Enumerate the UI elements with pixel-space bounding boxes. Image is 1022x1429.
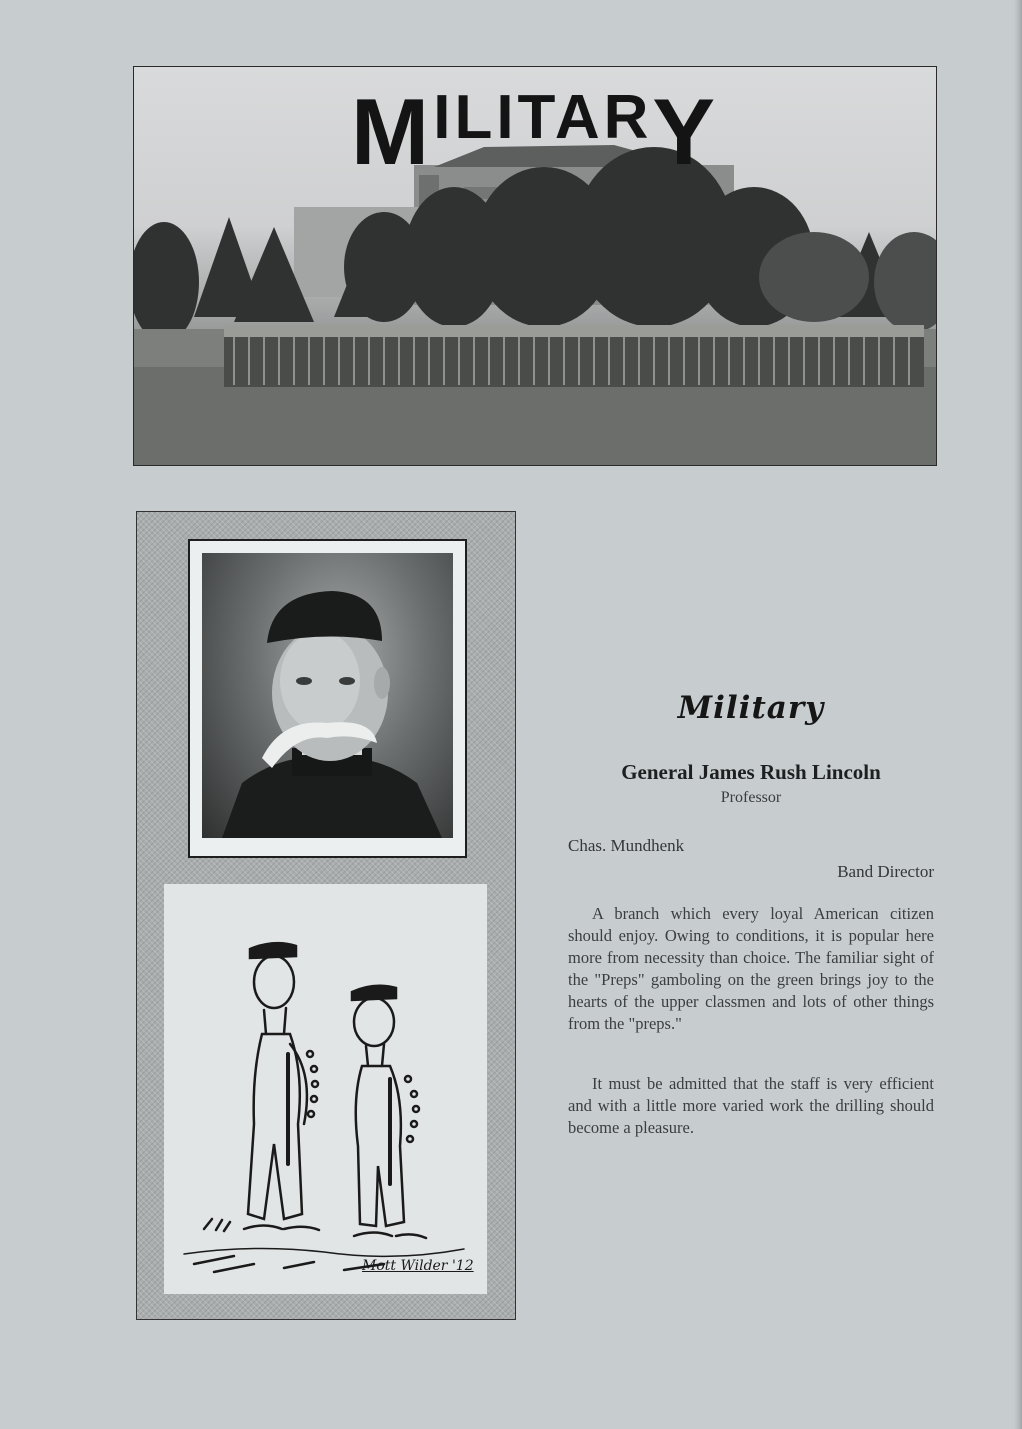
banner-title-middle: ILITAR <box>433 83 653 152</box>
portrait-figure <box>202 553 453 838</box>
portrait-photo <box>202 553 453 838</box>
body-paragraph-2: It must be admitted that the staff is very efficient and with a little more varied work the drilling should become a pleasure. <box>568 1074 934 1137</box>
banner-photo <box>133 66 937 466</box>
band-director-role: Band Director <box>837 862 934 881</box>
cartoon-cadets <box>164 884 487 1294</box>
band-director-name: Chas. Mundhenk <box>568 836 685 855</box>
decorative-frame <box>136 511 516 1320</box>
cartoon-signature: Mott Wilder '12 <box>362 1258 474 1274</box>
section-title: Military <box>677 690 825 726</box>
banner-title-initial: M <box>350 79 434 184</box>
professor-name: General James Rush Lincoln <box>621 760 881 784</box>
banner-title-final: Y <box>652 79 720 184</box>
cartoon-drawing <box>164 884 487 1294</box>
professor-role: Professor <box>720 789 782 806</box>
body-paragraph-1: A branch which every loyal American citizen should enjoy. Owing to conditions, it is popular here more from necessity than choice. The familiar sight of the "Preps" gamboling on the green brings joy to the hearts of the upper classmen and lots of other things from the "preps." <box>568 904 934 1033</box>
portrait-mat <box>188 539 467 858</box>
banner-title <box>134 79 936 184</box>
page-edge-shadow <box>1014 0 1022 1429</box>
